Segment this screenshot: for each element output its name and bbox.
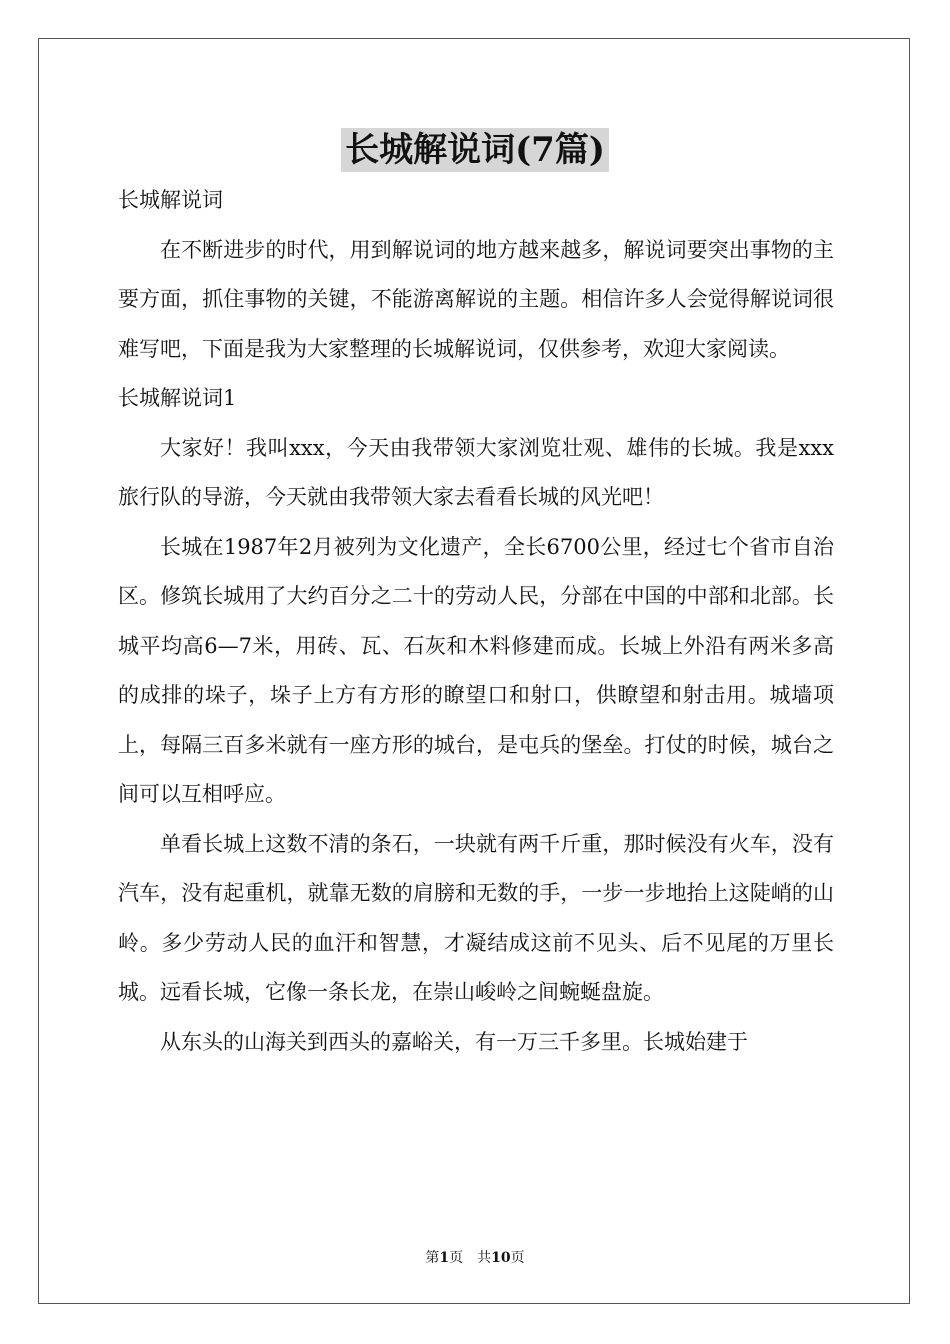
document-body bbox=[118, 176, 834, 1067]
section-heading: 长城解说词1 bbox=[118, 386, 237, 410]
paragraph: 长城在1987年2月被列为文化遗产，全长6700公里，经过七个省市自治区。修筑长城用了大约百分之二十的劳动人民，分部在中国的中部和北部。长城平均高6—7米，用砖、瓦、石灰和木料修建而成。长城上外沿有两米多高的成排的垛子，垛子上方有方形的瞭望口和射口，供瞭望和射击用。城墙项上，每隔三百多米就有一座方形的城台，是屯兵的堡垒。打仗的时候，城台之间可以互相呼应。 bbox=[118, 534, 834, 806]
paragraph: 单看长城上这数不清的条石，一块就有两千斤重，那时候没有火车，没有汽车，没有起重机，就靠无数的肩膀和无数的手，一步一步地抬上这陡峭的山岭。多少劳动人民的血汗和智慧，才凝结成这前不见头、后不见尾的万里长城。远看长城，它像一条长龙，在崇山峻岭之间蜿蜒盘旋。 bbox=[118, 831, 834, 1004]
section-heading: 长城解说词 bbox=[118, 188, 223, 212]
paragraph: 从东头的山海关到西头的嘉峪关，有一万三千多里。长城始建于 bbox=[160, 1029, 748, 1054]
total-page-count: 10 bbox=[491, 1250, 511, 1266]
current-page-number: 1 bbox=[439, 1250, 450, 1266]
paragraph: 大家好！我叫xxx，今天由我带领大家浏览壮观、雄伟的长城。我是xxx旅行队的导游，今天就由我带领大家去看看长城的风光吧！ bbox=[118, 435, 834, 509]
footer-middle: 页 共 bbox=[449, 1250, 492, 1266]
footer-prefix: 第 bbox=[425, 1250, 440, 1266]
page-footer bbox=[0, 1247, 950, 1267]
footer-suffix: 页 bbox=[510, 1250, 525, 1266]
document-title: 长城解说词(7篇) bbox=[341, 128, 609, 172]
title-container bbox=[0, 128, 950, 172]
paragraph: 在不断进步的时代，用到解说词的地方越来越多，解说词要突出事物的主要方面，抓住事物的关键，不能游离解说的主题。相信许多人会觉得解说词很难写吧，下面是我为大家整理的长城解说词，仅供参考，欢迎大家阅读。 bbox=[118, 237, 834, 361]
